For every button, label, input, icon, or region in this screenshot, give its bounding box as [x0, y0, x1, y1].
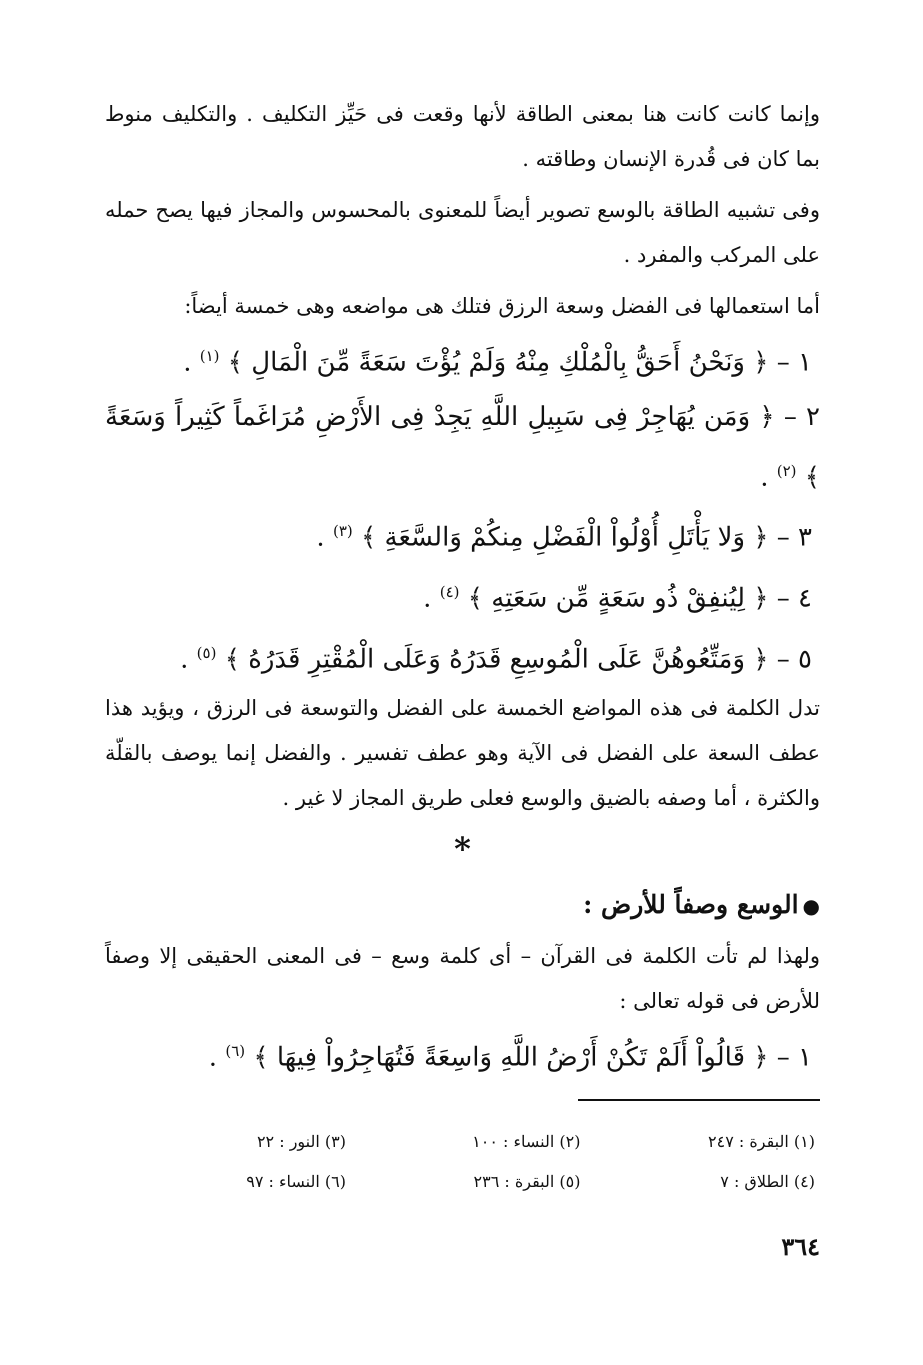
verse-3-text: ٣ – ﴿ وَلا يَأْتَلِ أُوْلُواْ الْفَضْلِ مِنكُمْ وَالسَّعَةِ ﴾ — [361, 522, 812, 553]
section-heading — [105, 877, 820, 934]
verse-1 — [105, 329, 820, 390]
verse-5-footnote-ref: (٥) — [196, 643, 217, 662]
verse-4-text: ٤ – ﴿ لِيُنفِقْ ذُو سَعَةٍ مِّن سَعَتِهِ ﴾ — [467, 583, 812, 614]
section-heading-text: الوسع وصفاً للأرض : — [583, 890, 799, 920]
verse-4 — [105, 565, 820, 626]
paragraph-2: وفى تشبيه الطاقة بالوسع تصوير أيضاً للمعنوى بالمحسوس والمجاز فيها يصح حمله على المركب والمفرد . — [105, 198, 820, 267]
verse-6-end: . — [208, 1042, 226, 1073]
verse-5-text: ٥ – ﴿ وَمَتِّعُوهُنَّ عَلَى الْمُوسِعِ قَدَرُهُ وَعَلَى الْمُقْتِرِ قَدَرُهُ ﴾ — [224, 644, 812, 675]
verse-5-end: . — [180, 644, 197, 675]
verse-6-text: ١ – ﴿ قَالُواْ أَلَمْ تَكُنْ أَرْضُ اللَّهِ وَاسِعَةً فَتُهَاجِرُواْ فِيهَا ﴾ — [253, 1042, 812, 1073]
verse-1-end: . — [183, 347, 200, 378]
verse-1-footnote-ref: (١) — [199, 347, 220, 365]
verse-6-footnote-ref: (٦) — [225, 1042, 246, 1061]
footnote-divider — [578, 1099, 820, 1101]
paragraph-1: وإنما كانت كانت هنا بمعنى الطاقة لأنها وقعت فى حَيِّز التكليف . والتكليف منوط بما كان فى قُدرة الإنسان وطاقته . — [105, 102, 820, 171]
paragraph-4: تدل الكلمة فى هذه المواضع الخمسة على الفضل والتوسعة فى الرزق ، ويؤيد هذا عطف السعة على الفضل فى الآية وهو عطف تفسير . والفضل إنما يوصف بالقلّة والكثرة ، أما وصفه بالضيق والوسع فعلى طريق المجاز لا غير . — [105, 696, 820, 811]
verse-6 — [105, 1024, 820, 1085]
paragraph-3: أما استعمالها فى الفضل وسعة الرزق فتلك هى مواضعه وهى خمسة أيضاً: — [184, 294, 820, 318]
paragraph-5: ولهذا لم تأت الكلمة فى القرآن – أى كلمة وسع – فى المعنى الحقيقى إلا وصفاً للأرض فى قوله تعالى : — [105, 944, 820, 1014]
page-body — [105, 92, 820, 1085]
verse-3-end: . — [316, 522, 333, 553]
verse-3-footnote-ref: (٣) — [332, 522, 353, 541]
verse-1-text: ١ – ﴿ وَنَحْنُ أَحَقُّ بِالْمُلْكِ مِنْهُ وَلَمْ يُؤْتَ سَعَةً مِّنَ الْمَالِ ﴾ — [227, 347, 812, 378]
verse-2-text: ٢ – ﴿ وَمَن يُهَاجِرْ فِى سَبِيلِ اللَّهِ يَجِدْ فِى الأَرْضِ مُرَاغَماً كَثِيراً وَسَعَةً ﴾ — [105, 401, 820, 493]
verse-5 — [105, 626, 820, 687]
footnote-row — [115, 1122, 815, 1162]
footnotes — [115, 1122, 815, 1202]
verse-4-footnote-ref: (٤) — [439, 582, 460, 601]
footnote-row — [115, 1162, 815, 1202]
footnote-3: (٣) النور : ٢٢ — [256, 1132, 346, 1151]
footnote-6: (٦) النساء : ٩٧ — [246, 1172, 346, 1191]
bullet-icon: ● — [802, 894, 820, 919]
section-separator-asterisk: * — [454, 830, 471, 869]
verse-4-end: . — [423, 583, 440, 614]
verse-3 — [105, 504, 820, 565]
page-number: ٣٦٤ — [781, 1232, 820, 1261]
footnote-4: (٤) الطلاق : ٧ — [720, 1172, 815, 1191]
verse-2 — [105, 390, 820, 505]
footnote-1: (١) البقرة : ٢٤٧ — [708, 1132, 815, 1151]
footnote-2: (٢) النساء : ١٠٠ — [472, 1132, 581, 1151]
verse-2-end: . — [760, 462, 777, 493]
verse-2-footnote-ref: (٢) — [776, 461, 797, 480]
footnote-5: (٥) البقرة : ٢٣٦ — [473, 1172, 581, 1191]
